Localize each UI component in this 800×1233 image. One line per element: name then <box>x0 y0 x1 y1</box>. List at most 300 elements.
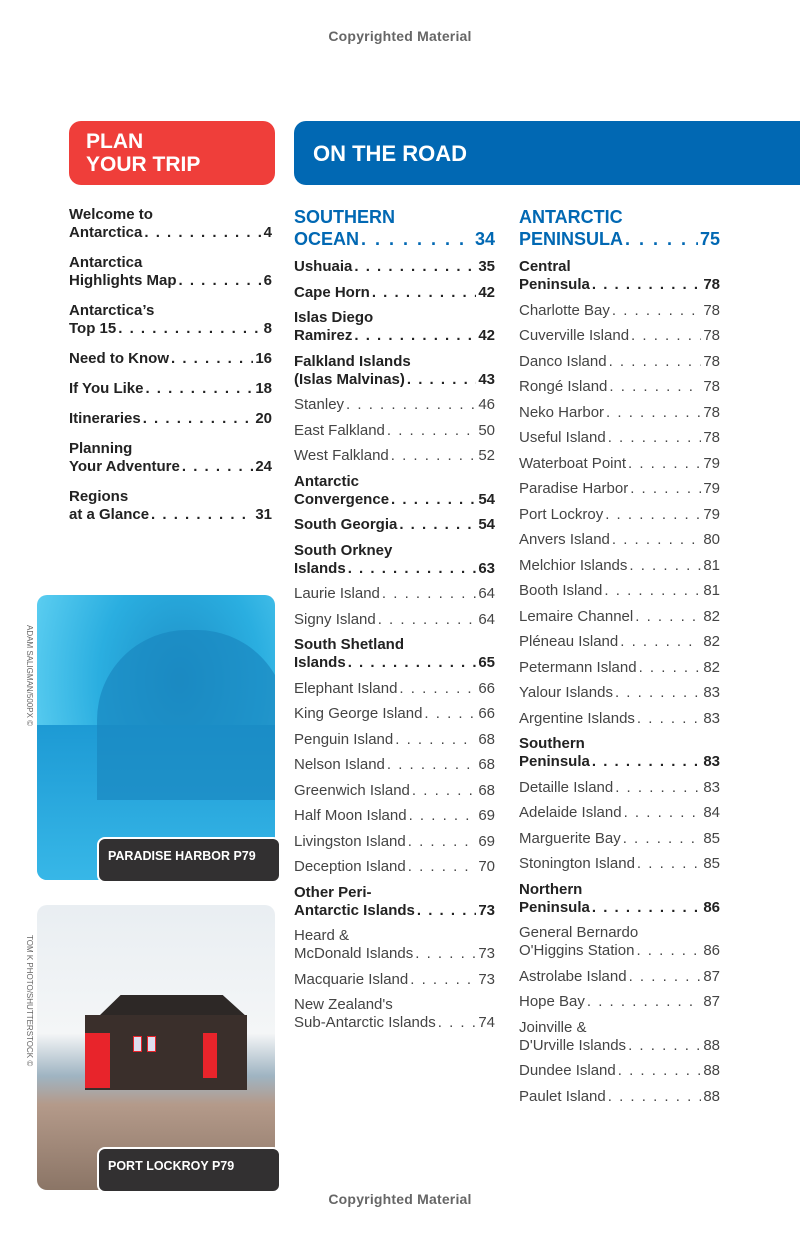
dot-leader <box>387 756 476 774</box>
dot-leader <box>145 380 253 398</box>
toc-page-number: 78 <box>703 276 720 293</box>
toc-page-number: 83 <box>703 709 720 727</box>
toc-entry-title-line: Other Peri- <box>294 883 372 901</box>
toc-entry-line <box>519 710 720 728</box>
toc-entry[interactable] <box>519 633 720 651</box>
toc-entry[interactable] <box>519 455 720 473</box>
toc-entry[interactable] <box>519 735 720 771</box>
toc-entry[interactable] <box>519 968 720 986</box>
dot-leader <box>410 971 476 989</box>
toc-entry[interactable] <box>69 350 272 368</box>
toc-entry-title: Cape Horn <box>294 283 370 301</box>
toc-page-number: 24 <box>255 458 272 475</box>
toc-page-number: 83 <box>703 753 720 770</box>
toc-entry-title-line: Northern <box>519 880 583 898</box>
toc-page-number: 66 <box>478 679 495 697</box>
toc-entry-line <box>294 971 495 989</box>
toc-entry-title: Half Moon Island <box>294 807 407 824</box>
toc-entry-line <box>519 378 720 396</box>
toc-entry[interactable] <box>294 542 495 578</box>
toc-entry-line <box>294 258 495 276</box>
toc-entry-title: Elephant Island <box>294 679 398 697</box>
toc-entry[interactable] <box>519 1019 720 1055</box>
toc-entry-line <box>294 560 495 578</box>
toc-entry-line <box>519 404 720 422</box>
toc-page-number: 68 <box>478 756 495 773</box>
toc-entry-line <box>519 993 720 1011</box>
toc-entry-title: Peninsula <box>519 276 590 293</box>
dot-leader <box>605 506 701 524</box>
toc-entry-line <box>519 753 720 771</box>
toc-entry-line <box>294 585 495 603</box>
toc-entry-line <box>519 557 720 575</box>
dot-leader <box>144 224 261 242</box>
toc-entry[interactable] <box>294 705 495 723</box>
toc-entry-title: Macquarie Island <box>294 970 409 988</box>
toc-page-number: 78 <box>703 327 720 344</box>
dot-leader <box>628 1037 701 1055</box>
toc-entry[interactable] <box>294 258 495 276</box>
dot-leader <box>408 858 477 876</box>
dot-leader <box>631 327 701 345</box>
toc-entry[interactable] <box>519 779 720 797</box>
dot-leader <box>635 608 701 626</box>
toc-entry-title: Peninsula <box>519 753 590 770</box>
toc-entry-title: Hope Bay <box>519 993 585 1010</box>
toc-entry-line <box>519 506 720 524</box>
toc-entry[interactable] <box>519 378 720 396</box>
toc-entry[interactable] <box>294 636 495 672</box>
dot-leader <box>417 902 476 920</box>
toc-entry-title: Antarctic Islands <box>294 901 415 919</box>
dot-leader <box>372 284 476 302</box>
toc-page-number: 8 <box>263 320 272 337</box>
toc-entry-line <box>294 654 495 672</box>
toc-entry[interactable] <box>294 996 495 1032</box>
toc-page-number: 82 <box>703 633 720 650</box>
dot-leader <box>623 830 702 848</box>
toc-entry-title-line: New Zealand's <box>294 996 393 1013</box>
toc-entry-line <box>519 480 720 498</box>
toc-page-number: 88 <box>703 1062 720 1079</box>
toc-page-number: 87 <box>703 967 720 985</box>
toc-entry[interactable] <box>69 410 272 428</box>
toc-entry-title-line: South Shetland <box>294 636 404 653</box>
toc-entry[interactable] <box>69 302 272 338</box>
toc-entry-title: Pléneau Island <box>519 633 619 650</box>
dot-leader <box>143 410 254 428</box>
toc-entry[interactable] <box>69 254 272 290</box>
toc-entry[interactable] <box>69 206 272 242</box>
toc-entry-line <box>294 705 495 723</box>
toc-entry-title: PENINSULA <box>519 229 624 249</box>
toc-entry-title: Deception Island <box>294 858 406 875</box>
toc-page-number: 6 <box>263 272 272 289</box>
toc-entry-title: Your Adventure <box>69 458 180 475</box>
dot-leader <box>592 753 701 771</box>
toc-page-number: 46 <box>478 396 495 413</box>
dot-leader <box>348 560 477 578</box>
toc-entry[interactable] <box>519 710 720 728</box>
plan-toc-list <box>69 206 272 536</box>
toc-entry-title: Waterboat Point <box>519 454 626 472</box>
toc-page-number: 84 <box>703 804 720 821</box>
toc-page-number: 68 <box>478 781 495 799</box>
toc-entry[interactable] <box>519 557 720 575</box>
toc-entry-line <box>294 516 495 534</box>
toc-entry[interactable] <box>294 756 495 774</box>
toc-entry[interactable] <box>519 327 720 345</box>
toc-entry-line <box>519 302 720 320</box>
toc-page-number: 73 <box>478 945 495 962</box>
dot-leader <box>615 684 701 702</box>
toc-entry-title-line: Islas Diego <box>294 309 374 326</box>
toc-page-number: 64 <box>478 610 495 628</box>
toc-entry[interactable] <box>294 731 495 749</box>
toc-entry-line <box>294 371 495 389</box>
dot-leader <box>179 272 262 290</box>
toc-entry-title-line: Southern <box>519 735 585 752</box>
toc-entry-line <box>519 942 720 960</box>
dot-leader <box>407 371 476 389</box>
toc-entry-title: Islands <box>294 559 346 577</box>
toc-entry-line <box>294 807 495 825</box>
toc-entry[interactable] <box>519 993 720 1011</box>
toc-entry-line <box>294 858 495 876</box>
toc-entry[interactable] <box>519 1088 720 1106</box>
toc-page-number: 82 <box>703 607 720 625</box>
toc-entry-title: Need to Know <box>69 350 169 367</box>
toc-entry[interactable] <box>294 422 495 440</box>
dot-leader <box>612 302 701 320</box>
toc-entry-line <box>519 659 720 677</box>
toc-entry-line <box>69 320 272 338</box>
toc-entry-line <box>69 350 272 368</box>
dot-leader <box>618 1062 702 1080</box>
dot-leader <box>624 804 702 822</box>
dot-leader <box>399 516 476 534</box>
toc-entry[interactable] <box>519 302 720 320</box>
toc-entry-title: (Islas Malvinas) <box>294 370 405 388</box>
dot-leader <box>378 611 477 629</box>
toc-entry[interactable] <box>519 684 720 702</box>
toc-entry[interactable] <box>519 258 720 294</box>
toc-entry-line <box>294 284 495 302</box>
toc-entry-title: Adelaide Island <box>519 804 622 821</box>
toc-page-number: 63 <box>478 559 495 577</box>
toc-page-number: 73 <box>478 901 495 919</box>
toc-entry[interactable] <box>294 884 495 920</box>
toc-page-number: 20 <box>255 410 272 427</box>
dot-leader <box>609 353 702 371</box>
toc-page-number: 74 <box>478 1014 495 1031</box>
toc-entry-title: Greenwich Island <box>294 781 410 799</box>
toc-entry-line <box>519 327 720 345</box>
toc-entry[interactable] <box>294 782 495 800</box>
toc-page-number: 78 <box>703 352 720 370</box>
toc-entry-title-line: Joinville & <box>519 1018 587 1036</box>
toc-entry-title: Signy Island <box>294 610 376 628</box>
toc-page-number: 85 <box>703 829 720 847</box>
toc-entry[interactable] <box>519 480 720 498</box>
toc-entry-line <box>519 899 720 917</box>
toc-page-number: 78 <box>703 378 720 395</box>
toc-entry-line <box>69 272 272 290</box>
toc-page-number: 79 <box>703 505 720 523</box>
toc-entry-line <box>519 455 720 473</box>
section-heading-antarctic-peninsula[interactable] <box>519 206 720 250</box>
toc-entry-line <box>294 756 495 774</box>
toc-entry-line <box>69 224 272 242</box>
toc-entry[interactable] <box>294 927 495 963</box>
toc-entry-title: Islands <box>294 654 346 671</box>
toc-entry-title: Detaille Island <box>519 778 614 796</box>
photo-caption-1[interactable]: PARADISE HARBOR P79 <box>97 837 281 883</box>
toc-entry-title: Danco Island <box>519 352 607 370</box>
toc-page-number: 64 <box>478 585 495 602</box>
toc-page-number: 18 <box>255 380 272 397</box>
watermark-bottom: Copyrighted Material <box>328 1191 472 1207</box>
dot-leader <box>391 491 476 509</box>
toc-page-number: 73 <box>478 970 495 988</box>
toc-entry-title: Lemaire Channel <box>519 607 634 625</box>
toc-page-number: 16 <box>255 350 272 367</box>
toc-entry-title: Rongé Island <box>519 378 608 395</box>
toc-page-number: 75 <box>699 229 720 249</box>
dot-leader <box>630 480 701 498</box>
dot-leader <box>424 705 476 723</box>
toc-entry[interactable] <box>519 582 720 600</box>
toc-entry[interactable] <box>519 830 720 848</box>
dot-leader <box>354 258 476 276</box>
dot-leader <box>625 228 698 250</box>
toc-entry-line <box>519 429 720 447</box>
dot-leader <box>615 779 701 797</box>
toc-page-number: 82 <box>703 658 720 676</box>
on-the-road-header: ON THE ROAD <box>294 121 800 185</box>
toc-entry[interactable] <box>519 1062 720 1080</box>
toc-page-number: 50 <box>478 421 495 439</box>
dot-leader <box>637 710 701 728</box>
toc-entry-title: Livingston Island <box>294 832 406 850</box>
toc-entry-line <box>519 684 720 702</box>
dot-leader <box>636 942 701 960</box>
dot-leader <box>612 531 701 549</box>
dot-leader <box>151 506 253 524</box>
toc-page-number: 81 <box>703 582 720 599</box>
toc-entry[interactable] <box>294 971 495 989</box>
toc-entry-title: Marguerite Bay <box>519 829 621 847</box>
toc-entry-line <box>519 608 720 626</box>
toc-entry[interactable] <box>519 881 720 917</box>
toc-entry-line <box>69 458 272 476</box>
toc-page-number: 86 <box>703 898 720 916</box>
toc-entry-title: Melchior Islands <box>519 556 628 574</box>
toc-entry-title: Itineraries <box>69 410 141 427</box>
toc-entry-title: West Falkland <box>294 447 389 464</box>
toc-page-number: 87 <box>703 993 720 1010</box>
toc-entry-line <box>519 633 720 651</box>
toc-entry-line <box>294 1014 495 1032</box>
toc-entry[interactable] <box>294 611 495 629</box>
toc-entry-line <box>294 327 495 345</box>
toc-entry-line <box>519 582 720 600</box>
toc-page-number: 78 <box>703 301 720 319</box>
plan-header-line2: YOUR TRIP <box>86 153 201 176</box>
toc-entry-title-line: Central <box>519 258 571 275</box>
toc-entry-line <box>519 1088 720 1106</box>
toc-page-number: 4 <box>263 224 272 241</box>
toc-entry[interactable] <box>294 396 495 414</box>
dot-leader <box>629 968 702 986</box>
section-heading-southern-ocean[interactable] <box>294 206 495 250</box>
toc-entry-title: Astrolabe Island <box>519 967 627 985</box>
toc-entry[interactable] <box>69 440 272 476</box>
toc-entry[interactable] <box>519 531 720 549</box>
toc-page-number: 68 <box>478 730 495 748</box>
toc-entry-line <box>294 396 495 414</box>
toc-entry-line <box>294 833 495 851</box>
toc-entry-title: If You Like <box>69 380 144 397</box>
photo-credit-2: TOM K PHOTO/SHUTTERSTOCK © <box>25 935 34 1067</box>
plan-header-line1: PLAN <box>86 130 144 153</box>
toc-entry[interactable] <box>294 858 495 876</box>
toc-page-number: 83 <box>703 684 720 701</box>
watermark-top: Copyrighted Material <box>328 28 472 44</box>
toc-entry-title: Useful Island <box>519 429 606 446</box>
toc-entry[interactable] <box>294 353 495 389</box>
toc-entry-line <box>519 779 720 797</box>
toc-entry-title-line: Heard & <box>294 927 350 944</box>
toc-page-number: 65 <box>478 654 495 671</box>
toc-entry-line <box>294 422 495 440</box>
dot-leader <box>608 1088 702 1106</box>
toc-page-number: 43 <box>478 370 495 388</box>
toc-entry-title: at a Glance <box>69 506 150 523</box>
toc-entry-title-line: Antarctic <box>294 472 360 490</box>
toc-entry[interactable] <box>294 833 495 851</box>
toc-entry-title: D'Urville Islands <box>519 1036 627 1054</box>
toc-page-number: 85 <box>703 855 720 872</box>
toc-entry[interactable] <box>294 284 495 302</box>
toc-page-number: 42 <box>478 283 495 301</box>
toc-entry[interactable] <box>294 807 495 825</box>
toc-entry-title: Stonington Island <box>519 855 635 872</box>
dot-leader <box>409 807 477 825</box>
toc-entry-line <box>519 855 720 873</box>
dot-leader <box>399 680 476 698</box>
photo-caption-2[interactable]: PORT LOCKROY P79 <box>97 1147 281 1193</box>
dot-leader <box>346 396 476 414</box>
toc-entry-title: Top 15 <box>69 320 117 337</box>
toc-entry-title: Stanley <box>294 396 345 413</box>
toc-entry-title: OCEAN <box>294 229 360 249</box>
plan-your-trip-header <box>69 121 275 185</box>
toc-entry-title: Argentine Islands <box>519 709 635 727</box>
dot-leader <box>354 327 476 345</box>
toc-entry[interactable] <box>519 404 720 422</box>
dot-leader <box>382 585 476 603</box>
dot-leader <box>604 582 701 600</box>
toc-entry[interactable] <box>69 488 272 524</box>
toc-entry-line <box>294 228 495 250</box>
toc-entry-line <box>519 968 720 986</box>
toc-entry[interactable] <box>294 516 495 534</box>
toc-entry[interactable] <box>294 585 495 603</box>
toc-entry-title: Neko Harbor <box>519 403 605 421</box>
dot-leader <box>592 276 701 294</box>
toc-entry-title: Anvers Island <box>519 531 610 548</box>
toc-entry-title: Nelson Island <box>294 756 385 773</box>
toc-entry-title: Penguin Island <box>294 730 394 748</box>
toc-entry[interactable] <box>69 380 272 398</box>
photo-credit-1: ADAM SALIGMAN/500PX © <box>25 625 34 727</box>
toc-entry-title: Convergence <box>294 490 390 508</box>
toc-page-number: 78 <box>703 429 720 446</box>
toc-entry[interactable] <box>294 447 495 465</box>
toc-page-number: 81 <box>703 556 720 574</box>
toc-entry-line <box>519 228 720 250</box>
southern-ocean-toc <box>294 206 495 1040</box>
dot-leader <box>182 458 253 476</box>
toc-entry[interactable] <box>294 680 495 698</box>
toc-entry-title: Charlotte Bay <box>519 301 610 319</box>
toc-page-number: 31 <box>255 506 272 523</box>
dot-leader <box>391 447 477 465</box>
toc-page-number: 78 <box>703 403 720 421</box>
toc-page-number: 35 <box>478 258 495 275</box>
toc-entry-line <box>69 410 272 428</box>
toc-entry-title: Antarctica <box>69 224 143 241</box>
toc-entry-title: Laurie Island <box>294 585 380 602</box>
dot-leader <box>592 899 701 917</box>
toc-page-number: 83 <box>703 778 720 796</box>
toc-entry-title: Petermann Island <box>519 658 637 676</box>
dot-leader <box>395 731 476 749</box>
toc-entry[interactable] <box>519 353 720 371</box>
toc-entry-title: Sub-Antarctic Islands <box>294 1014 436 1031</box>
toc-entry-line <box>294 902 495 920</box>
dot-leader <box>415 945 476 963</box>
toc-entry[interactable] <box>519 924 720 960</box>
toc-entry-line <box>519 1037 720 1055</box>
toc-page-number: 69 <box>478 832 495 850</box>
toc-entry-title: O'Higgins Station <box>519 942 635 959</box>
toc-entry-line <box>519 830 720 848</box>
dot-leader <box>637 855 701 873</box>
dot-leader <box>361 228 473 250</box>
toc-entry-title: East Falkland <box>294 421 385 439</box>
toc-entry[interactable] <box>294 473 495 509</box>
toc-entry[interactable] <box>519 506 720 524</box>
toc-entry[interactable] <box>519 659 720 677</box>
toc-entry-line <box>294 782 495 800</box>
toc-entry[interactable] <box>519 429 720 447</box>
dot-leader <box>408 833 477 851</box>
toc-entry[interactable] <box>519 608 720 626</box>
toc-entry-line <box>519 531 720 549</box>
toc-entry[interactable] <box>294 309 495 345</box>
dot-leader <box>412 782 476 800</box>
dot-leader <box>609 378 701 396</box>
toc-entry[interactable] <box>519 855 720 873</box>
toc-page-number: 88 <box>703 1036 720 1054</box>
toc-page-number: 54 <box>478 516 495 533</box>
toc-entry[interactable] <box>519 804 720 822</box>
toc-entry-title-line: Planning <box>69 440 133 457</box>
dot-leader <box>608 429 702 447</box>
toc-entry-title: Ramirez <box>294 327 353 344</box>
